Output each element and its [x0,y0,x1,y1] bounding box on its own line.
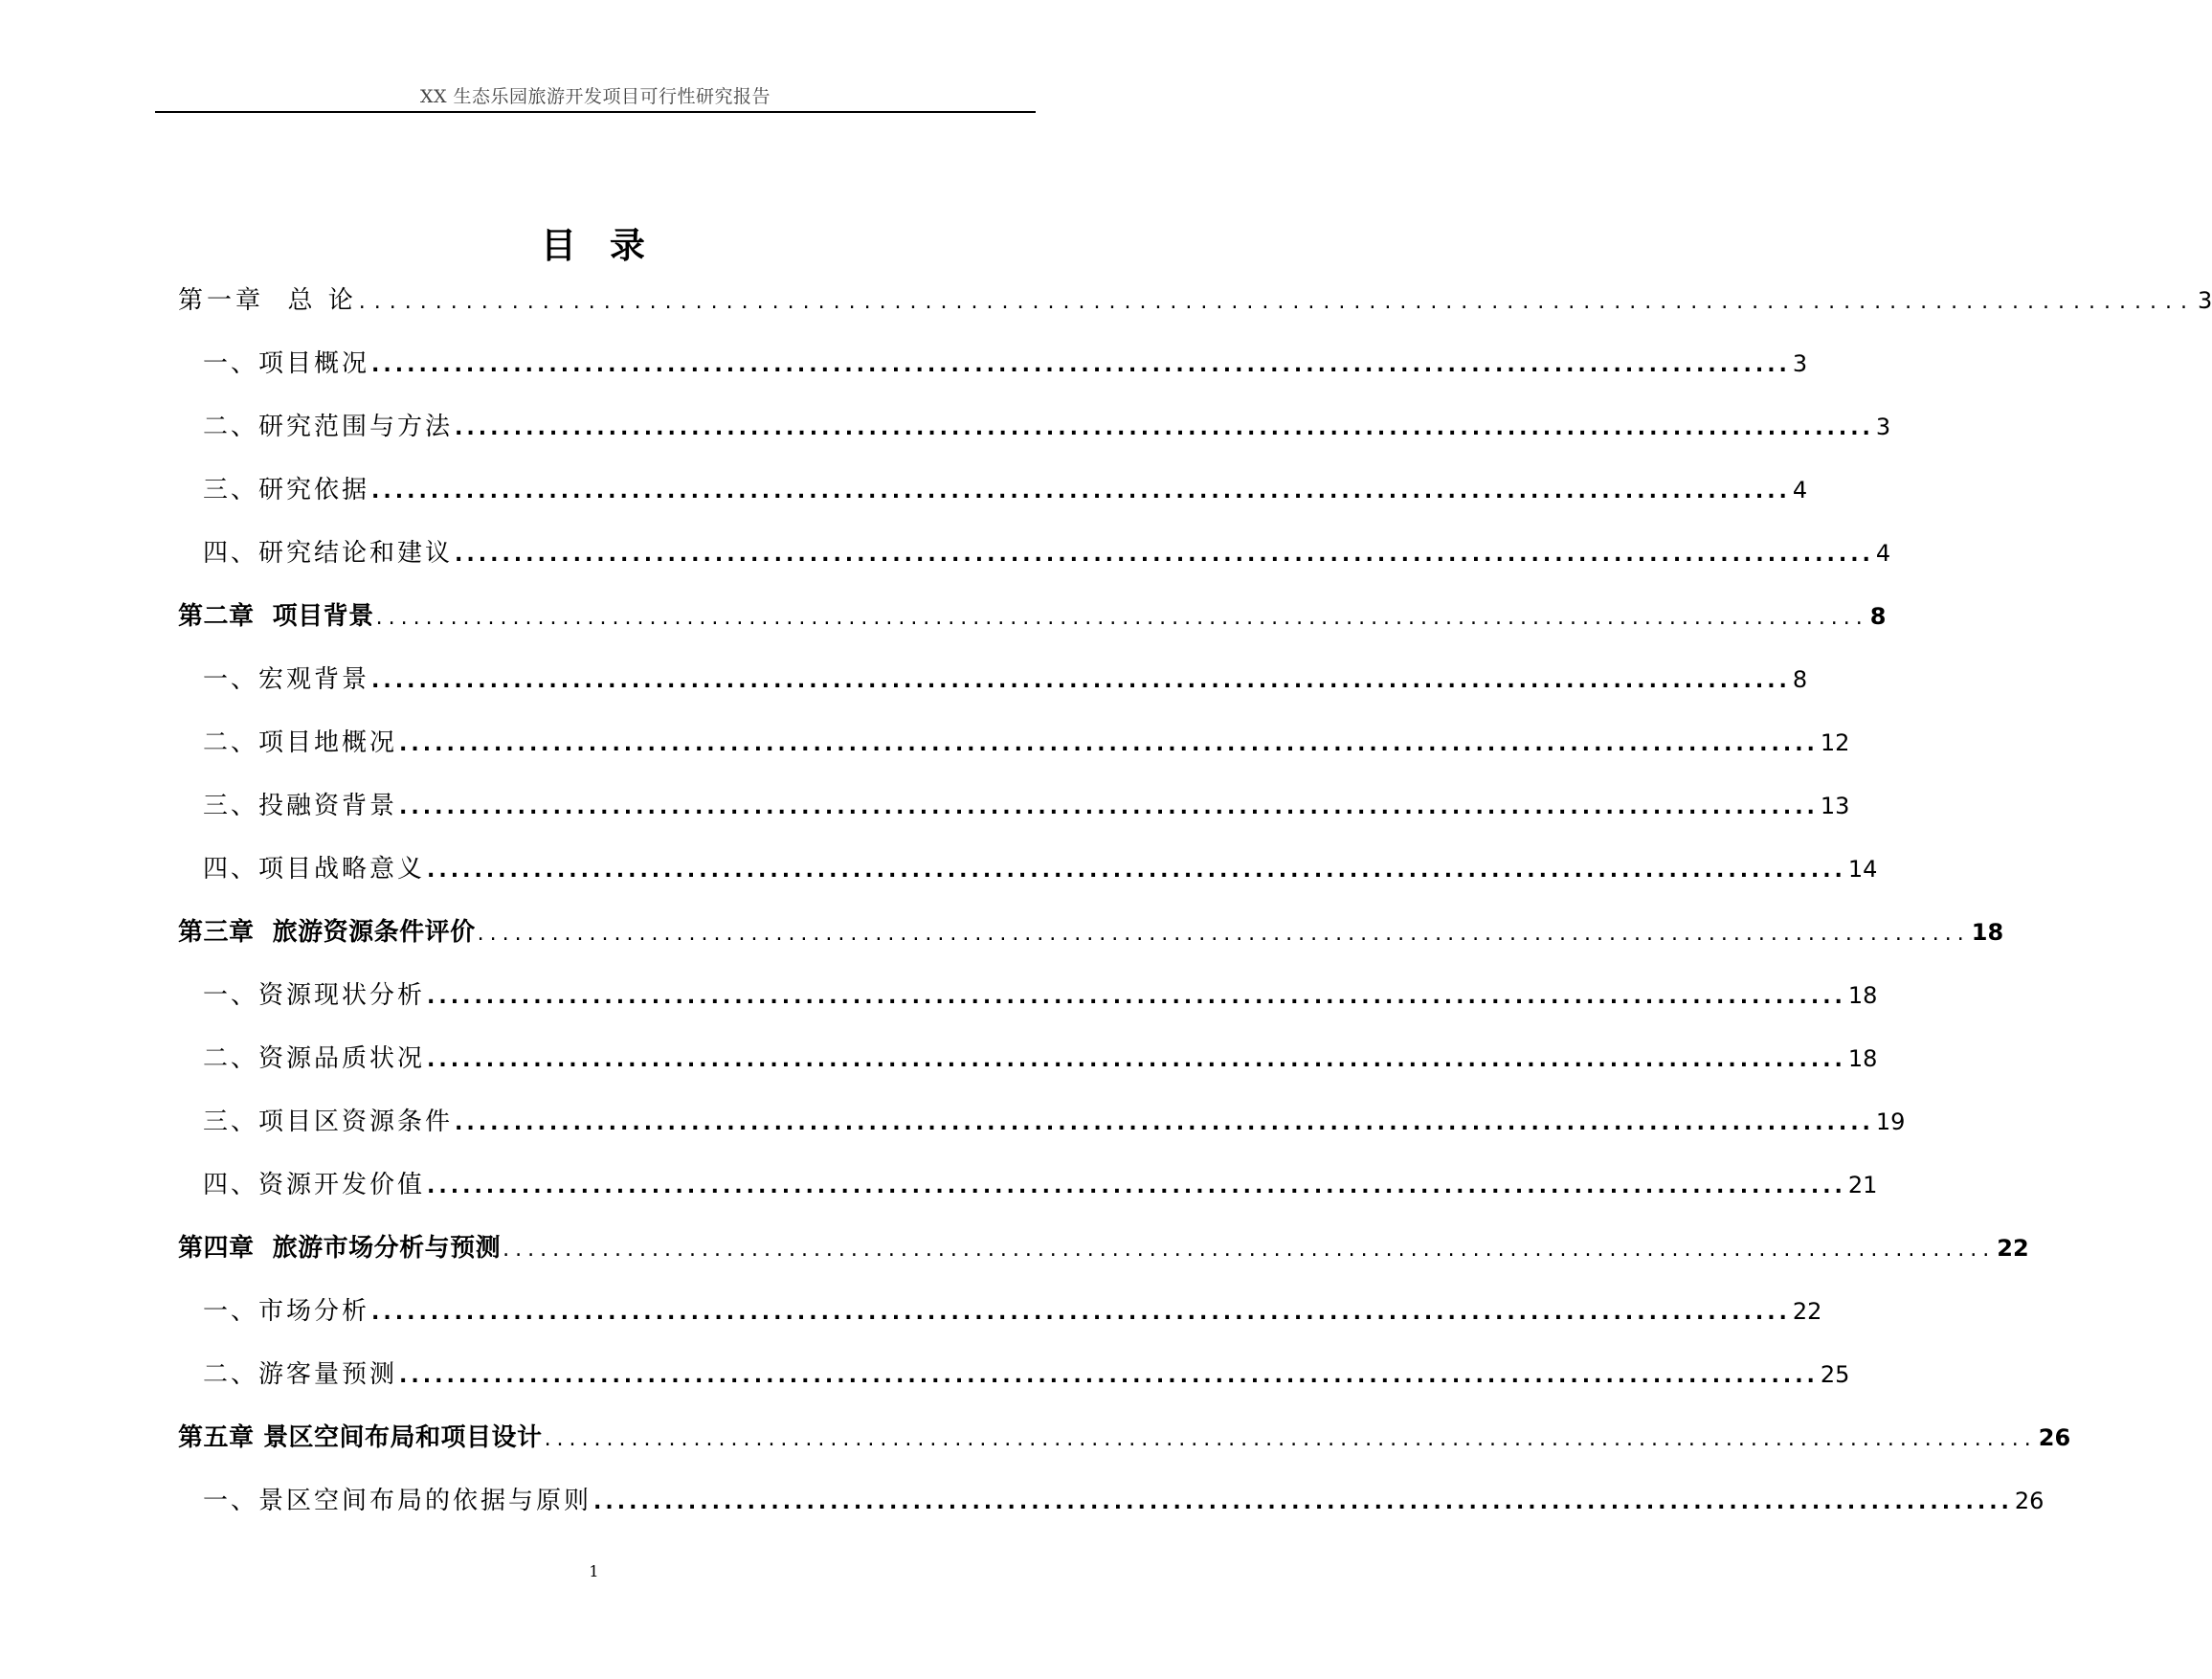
toc-entry-page: 13 [1820,793,1850,819]
toc-entry-page: 22 [1792,1298,1822,1325]
toc-entry-page: 3 [1875,414,1891,440]
running-header: XX 生态乐园旅游开发项目可行性研究报告 [419,86,771,107]
toc-entry-page: 4 [1875,540,1891,567]
toc-dot-leader: ........................................................................................................................ [375,606,1868,630]
toc-entry-label: 第五章 景区空间布局和项目设计 [178,1423,543,1452]
toc-dot-leader: ........................................................................................................................ [427,859,1846,883]
toc-section-entry[interactable] [178,339,1808,402]
toc-dot-leader: ........................................................................................................................ [544,1427,2037,1451]
toc-dot-leader: ........................................................................................................................ [399,732,1819,756]
toc-dot-leader: ........................................................................................................................ [427,985,1846,1009]
toc-dot-leader: ........................................................................................................................ [358,290,2196,314]
toc-entry-label: 一、宏观背景 [203,665,370,694]
toc-chapter-entry[interactable] [178,1413,2071,1476]
toc-section-entry[interactable] [178,465,1808,528]
toc-entry-page: 21 [1847,1172,1878,1198]
toc-entry-label: 第一章 总 论 [178,286,357,315]
toc-entry-page: 26 [2038,1424,2071,1451]
toc-section-entry[interactable] [178,1034,1878,1097]
toc-dot-leader: ........................................................................................................................ [371,1301,1791,1325]
toc-entry-label: 四、研究结论和建议 [203,539,454,568]
toc-section-entry[interactable] [178,1287,1822,1350]
toc-section-entry[interactable] [178,528,1891,592]
toc-entry-label: 第四章 旅游市场分析与预测 [178,1234,502,1263]
toc-section-entry[interactable] [178,1476,2044,1539]
toc-entry-label: 四、资源开发价值 [203,1171,426,1199]
toc-entry-label: 四、项目战略意义 [203,855,426,884]
toc-entry-label: 三、项目区资源条件 [203,1108,454,1136]
toc-entry-label: 一、项目概况 [203,349,370,378]
toc-entry-page: 26 [2014,1488,2044,1514]
toc-section-entry[interactable] [178,1350,1850,1413]
toc-entry-label: 二、研究范围与方法 [203,413,454,441]
toc-dot-leader: ........................................................................................................................ [399,795,1819,819]
toc-entry-page: 4 [1792,477,1808,504]
toc-entry-label: 二、项目地概况 [203,728,398,757]
toc-chapter-entry[interactable] [178,907,2004,971]
toc-dot-leader: ........................................................................................................................ [371,669,1791,693]
toc-chapter-entry[interactable] [178,1223,2029,1287]
toc-entry-label: 第二章 项目背景 [178,602,374,631]
toc-entry-page: 18 [1971,919,2004,946]
toc-entry-label: 三、研究依据 [203,476,370,504]
toc-entry-label: 一、市场分析 [203,1297,370,1326]
toc-section-entry[interactable] [178,402,1891,465]
toc-dot-leader: ........................................................................................................................ [455,416,1874,440]
toc-section-entry[interactable] [178,718,1850,781]
toc-dot-leader: ........................................................................................................................ [455,1111,1874,1135]
toc-entry-label: 三、投融资背景 [203,792,398,820]
page-number: 1 [589,1562,599,1580]
toc-entry-label: 第三章 旅游资源条件评价 [178,918,476,947]
toc-dot-leader: ........................................................................................................................ [455,543,1874,567]
toc-dot-leader: ........................................................................................................................ [371,480,1791,504]
toc-entry-label: 二、资源品质状况 [203,1044,426,1073]
toc-dot-leader: ........................................................................................................................ [477,922,1970,946]
header-rule [155,111,1036,113]
toc-entry-label: 二、游客量预测 [203,1360,398,1389]
toc-entry-page: 8 [1792,666,1808,693]
toc-entry-page: 25 [1820,1361,1850,1388]
toc-entry-page: 3 [2197,287,2212,314]
toc-section-entry[interactable] [178,1160,1878,1223]
toc-section-entry[interactable] [178,844,1878,907]
toc-section-entry[interactable] [178,655,1808,718]
toc-dot-leader: ........................................................................................................................ [371,353,1791,377]
toc-list [178,276,2212,1539]
toc-entry-page: 8 [1869,603,1887,630]
toc-entry-page: 3 [1792,350,1808,377]
toc-entry-page: 22 [1997,1235,2029,1262]
toc-dot-leader: ........................................................................................................................ [503,1238,1996,1262]
toc-title: 目 录 [541,225,647,266]
toc-entry-page: 19 [1875,1108,1906,1135]
toc-section-entry[interactable] [178,781,1850,844]
toc-dot-leader: ........................................................................................................................ [399,1364,1819,1388]
toc-entry-label: 一、资源现状分析 [203,981,426,1010]
toc-chapter-entry[interactable] [178,592,1887,655]
toc-dot-leader: ........................................................................................................................ [427,1175,1846,1198]
toc-entry-page: 14 [1847,856,1878,883]
toc-section-entry[interactable] [178,971,1878,1034]
toc-entry-page: 12 [1820,729,1850,756]
toc-entry-label: 一、景区空间布局的依据与原则 [203,1487,592,1515]
toc-dot-leader: ........................................................................................................................ [427,1048,1846,1072]
toc-entry-page: 18 [1847,982,1878,1009]
toc-dot-leader: ........................................................................................................................ [593,1490,2013,1514]
toc-section-entry[interactable] [178,1097,1906,1160]
toc-entry-page: 18 [1847,1045,1878,1072]
toc-chapter-entry[interactable] [178,276,2212,339]
